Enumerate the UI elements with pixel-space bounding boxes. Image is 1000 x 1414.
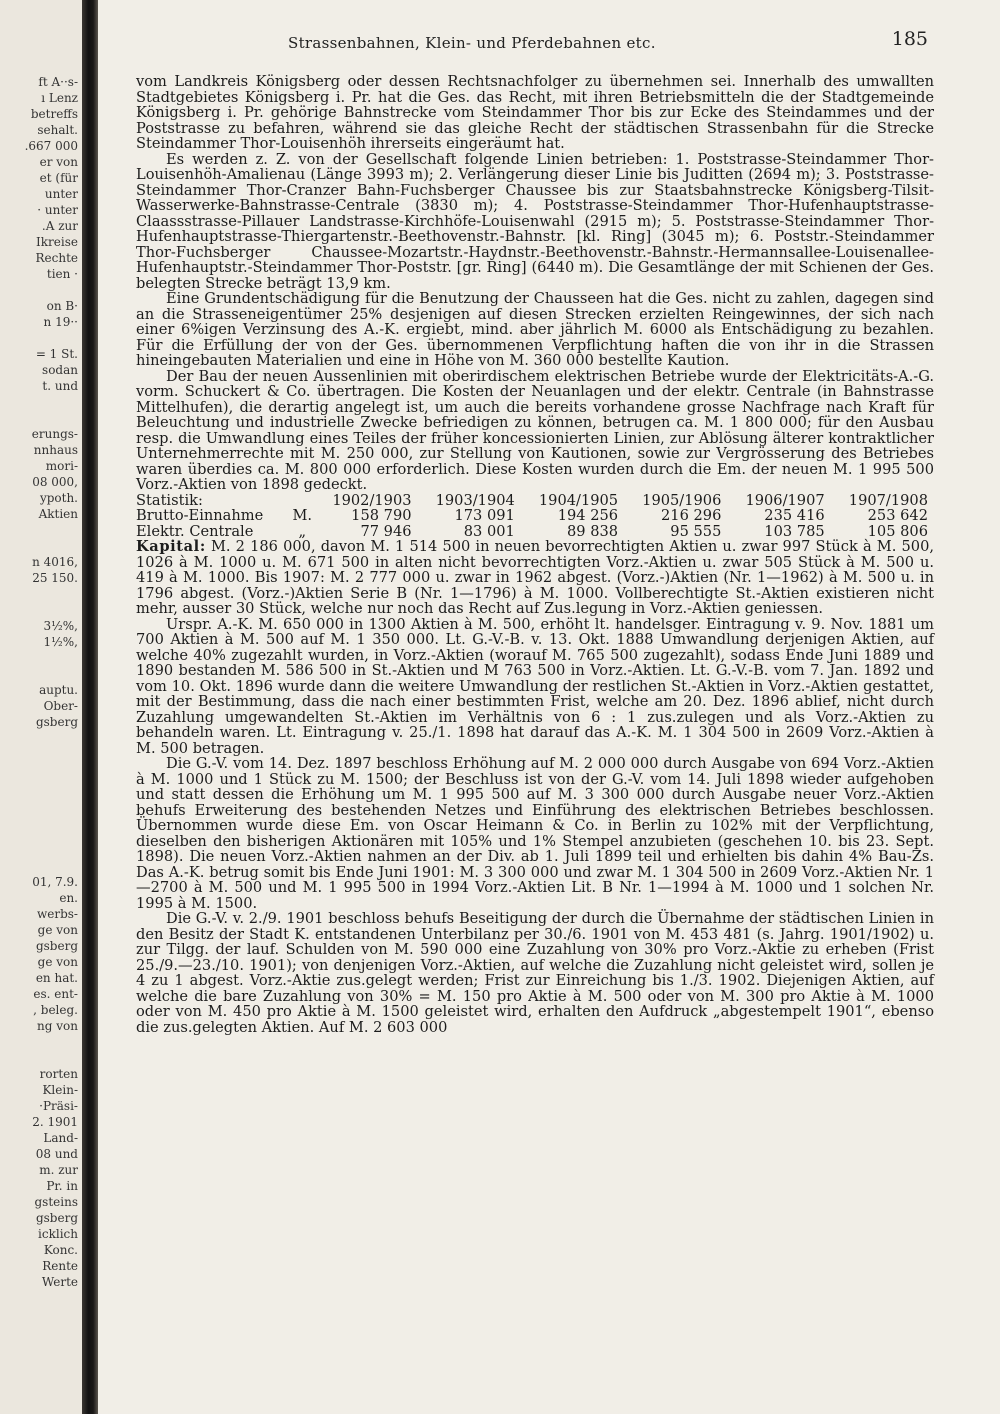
table-cell: 253 642 bbox=[867, 507, 928, 524]
left-page-fragment: on B· bbox=[46, 299, 78, 313]
table-cell: 103 785 bbox=[764, 522, 825, 540]
left-page-fragment: = 1 St. bbox=[35, 347, 78, 361]
left-page-fragment: ng von bbox=[37, 1019, 78, 1033]
left-page-fragment: t. und bbox=[42, 379, 78, 393]
book-gutter bbox=[82, 0, 98, 1414]
statistics-table bbox=[136, 493, 934, 540]
row-label: Elektr. Centrale bbox=[136, 522, 254, 540]
left-page-fragment: .667 000 bbox=[24, 139, 78, 153]
left-page-fragment: Werte bbox=[41, 1275, 78, 1289]
year-header: 1906/1907 bbox=[745, 491, 825, 509]
left-page-fragment: 25 150. bbox=[32, 571, 78, 585]
left-page-fragment: nnhaus bbox=[33, 443, 78, 457]
left-page-fragment: en hat. bbox=[35, 971, 78, 985]
left-page-fragment: en. bbox=[59, 891, 78, 905]
left-page-fragment: er von bbox=[39, 155, 78, 169]
left-page-fragment: Aktien bbox=[38, 507, 78, 521]
left-page-fragment: Ikreise bbox=[36, 235, 78, 249]
left-page-fragment: ypoth. bbox=[39, 491, 78, 505]
left-page-fragment: auptu. bbox=[39, 683, 78, 697]
left-page-fragment: ge von bbox=[37, 955, 78, 969]
left-page-fragment: ·Präsi- bbox=[39, 1099, 78, 1113]
left-page-fragment: werbs- bbox=[36, 907, 78, 921]
table-cell: 95 555 bbox=[670, 522, 722, 540]
left-page-fragment: · unter bbox=[37, 203, 78, 217]
left-page-fragment: Klein- bbox=[42, 1083, 78, 1097]
left-page-fragment: sehalt. bbox=[37, 123, 78, 137]
row-unit: M. bbox=[292, 507, 313, 524]
year-header: 1904/1905 bbox=[538, 491, 619, 509]
year-header: 1905/1906 bbox=[642, 491, 722, 509]
year-header: 1902/1903 bbox=[332, 491, 412, 509]
table-cell: 77 946 bbox=[360, 522, 412, 540]
table-cell: 194 256 bbox=[557, 507, 619, 524]
year-header: 1907/1908 bbox=[848, 491, 928, 509]
statistics-heading: Statistik: bbox=[136, 491, 203, 509]
left-page-fragment: ge von bbox=[37, 923, 78, 937]
table-row bbox=[136, 508, 934, 524]
paragraph: vom Landkreis Königsberg oder dessen Rechtsnachfolger zu übernehmen sei. Innerhalb des umwallten Stadtgebietes Königsberg i. Pr. hat die Ges. das Recht, mit ihren Betriebsmitteln die der Stadtgemeinde Königsberg i. Pr. gehörige Bahnstrecke vom Steindammer Thor bis zur Ecke des Steindammes und der Poststrasse zu befahren, während sie das gleiche Recht der städtischen Strassenbahn für die Strecke Steindammer Thor-Louisenhöh ihrerseits eingeräumt hat. bbox=[136, 73, 934, 152]
table-cell: 89 838 bbox=[567, 522, 619, 540]
left-page-fragment: gsberg bbox=[35, 1211, 78, 1225]
left-page-fragment: gsberg bbox=[35, 715, 78, 729]
left-page-fragment: et (für bbox=[39, 171, 78, 185]
left-page-fragment: rorten bbox=[39, 1067, 78, 1081]
row-label: Brutto-Einnahme bbox=[136, 507, 264, 524]
left-page-fragment: 08 und bbox=[35, 1147, 78, 1161]
left-page-fragment: mori- bbox=[45, 459, 78, 473]
capital-text: M. 2 186 000, davon M. 1 514 500 in neuen bevorrechtigten Aktien u. zwar 997 Stück à M. 500, 1026 à M. 1000 u. M. 671 500 in alten nicht bevorrechtigten Vorz.-Aktien u. zwar 505 Stück à M. 500 u. 419 à M. 1000. Bis 1907: M. 2 777 000 u. zwar in 1962 abgest. (Vorz.-)Aktien (Nr. 1—1962) à M. 500 u. in 1796 abgest. (Vorz.-)Aktien Serie B (Nr. 1—1796) à M. 1000. Vollberechtigte St.-Aktien existieren nicht mehr, ausser 30 Stück, welche nur noch das Recht auf Zus.legung in Vorz.-Aktien geniessen. bbox=[136, 538, 934, 617]
left-page-fragment: .A zur bbox=[41, 219, 78, 233]
left-page-fragment: Rente bbox=[42, 1259, 78, 1273]
table-cell: 235 416 bbox=[764, 507, 825, 524]
paragraph: Urspr. A.-K. M. 650 000 in 1300 Aktien à M. 500, erhöht lt. handelsger. Eintragung v. 9. Nov. 1881 um 700 Aktien à M. 500 auf M. 1 350 000. Lt. G.-V.-B. v. 13. Okt. 1888 Umwandlung derjenigen Aktien, auf welche 40% zugezahlt wurden, in Vorz.-Aktien (worauf M. 765 500 zugezahlt), sodass Ende Juni 1889 und 1890 bestanden M. 586 500 in St.-Aktien und M 763 500 in Vorz.-Aktien. Lt. G.-V.-B. vom 7. Jan. 1892 und vom 10. Okt. 1896 wurde dann die weitere Umwandlung der restlichen St.-Aktien in Vorz.-Aktien gestattet, mit der Bestimmung, dass die nach einer bestimmten Frist, welche am 20. Dez. 1896 ablief, nicht durch Zuzahlung umgewandelten St.-Aktien im Verhältnis von 6 : 1 zus.zulegen und als Vorz.-Aktien zu behandeln waren. Lt. Eintragung v. 25./1. 1898 hat darauf das A.-K. M. 1 304 500 in 2609 Vorz.-Aktien à M. 500 betragen. bbox=[136, 615, 934, 757]
table-row bbox=[136, 524, 934, 540]
table-cell: 105 806 bbox=[867, 522, 928, 540]
statistics-header-row bbox=[136, 493, 934, 509]
left-page-fragment: Ober- bbox=[43, 699, 78, 713]
left-page-fragment: 3½%, bbox=[43, 619, 78, 633]
document-page bbox=[98, 0, 1000, 1414]
left-page-fragment: n 19·· bbox=[43, 315, 78, 329]
paragraph: Es werden z. Z. von der Gesellschaft folgende Linien betrieben: 1. Poststrasse-Steindammer Thor-Louisenhöh-Amalienau (Länge 3993 m); 2. Verlängerung dieser Linie bis Juditten (2694 m); 3. Poststrasse-Steindammer Thor-Cranzer Bahn-Fuchsberger Chaussee bis zur Staatsbahnstrecke Königsberg-Tilsit-Wasserwerke-Bahnstrasse-Centrale (3830 m); 4. Poststrasse-Steindammer Thor-Hufenhauptstrasse-Claassstrasse-Pillauer Landstrasse-Kirchhöfe-Louisenwahl (2915 m); 5. Poststrasse-Steindammer Thor-Hufenhauptstrasse-Thiergartenstr.-Beethovenstr.-Bahnstr. [kl. Ring] (3045 m); 6. Poststr.-Steindammer Thor-Fuchsberger Chaussee-Mozartstr.-Haydnstr.-Beethovenstr.-Bahnstr.-Hermannsallee-Louisenallee-Hufenhauptstr.-Steindammer Thor-Poststr. [gr. Ring] (6440 m). Die Gesamtlänge der mit Schienen der Ges. belegten Strecke beträgt 13,9 km. bbox=[136, 150, 934, 292]
table-cell: 173 091 bbox=[454, 507, 515, 524]
left-page-fragment: n 4016, bbox=[32, 555, 78, 569]
page-number: 185 bbox=[891, 28, 928, 50]
left-page-fragment: tien · bbox=[46, 267, 78, 281]
year-header: 1903/1904 bbox=[435, 491, 515, 509]
left-page-fragment: es. ent- bbox=[33, 987, 78, 1001]
left-page-fragment: erungs- bbox=[31, 427, 78, 441]
capital-paragraph bbox=[136, 539, 934, 617]
left-page-fragment: 08 000, bbox=[32, 475, 78, 489]
left-page-fragment: 2. 1901 bbox=[32, 1115, 78, 1129]
left-page-fragment: sodan bbox=[42, 363, 78, 377]
capital-heading: Kapital: bbox=[136, 538, 206, 555]
paragraph: Eine Grundentschädigung für die Benutzung der Chausseen hat die Ges. nicht zu zahlen, dagegen sind an die Strasseneigentümer 25% desjenigen auf diesen Strecken erzielten Reingewinnes, der sich nach einer 6%igen Verzinsung des A.-K. ergiebt, mind. aber jährlich M. 6000 als Entschädigung zu bezahlen. Für die Erfüllung der von der Ges. übernommenen Verpflichtung haften die von ihr in die Strassen hineingebauten Materialien und eine in Höhe von M. 360 000 bestellte Kaution. bbox=[136, 290, 934, 369]
paragraph: Die G.-V. v. 2./9. 1901 beschloss behufs Beseitigung der durch die Übernahme der städtischen Linien in den Besitz der Stadt K. entstandenen Unterbilanz per 30./6. 1901 von M. 453 481 (s. Jahrg. 1901/1902) u. zur Tilgg. der lauf. Schulden von M. 590 000 eine Zuzahlung von 30% pro Vorz.-Aktie zu erheben (Frist 25./9.—23./10. 1901); von denjenigen Vorz.-Aktien, auf welche die Zuzahlung nicht geleistet wird, sollen je 4 zu 1 abgest. Vorz.-Aktie zus.gelegt werden; Frist zur Einreichung bis 1./3. 1902. Diejenigen Aktien, auf welche die bare Zuzahlung von 30% = M. 150 pro Aktie à M. 500 oder von M. 300 pro Aktie à M. 1000 oder von M. 450 pro Aktie à M. 1500 geleistet wird, erhalten den Aufdruck „abgestempelt 1901“, ebenso die zus.gelegten Aktien. Auf M. 2 603 000 bbox=[136, 910, 934, 1036]
running-header: Strassenbahnen, Klein- und Pferdebahnen etc. bbox=[288, 34, 656, 52]
left-page-fragment: gsberg bbox=[35, 939, 78, 953]
table-cell: 158 790 bbox=[351, 507, 412, 524]
left-page-fragment: Land- bbox=[43, 1131, 78, 1145]
left-page-fragment: ı Lenz bbox=[41, 91, 78, 105]
left-page-fragment: , beleg. bbox=[33, 1003, 78, 1017]
left-page-fragment: 01, 7.9. bbox=[32, 875, 78, 889]
left-page-fragment: m. zur bbox=[39, 1163, 78, 1177]
left-page-fragment: betreffs bbox=[30, 107, 78, 121]
left-page-edge bbox=[0, 0, 82, 1414]
row-unit: „ bbox=[298, 522, 307, 540]
left-page-fragment: Konc. bbox=[43, 1243, 78, 1257]
table-cell: 83 001 bbox=[463, 522, 515, 540]
left-page-fragment: ft A··s- bbox=[38, 75, 78, 89]
left-page-fragment: gsteins bbox=[34, 1195, 78, 1209]
left-page-fragment: Pr. in bbox=[46, 1179, 78, 1193]
paragraph: Die G.-V. vom 14. Dez. 1897 beschloss Erhöhung auf M. 2 000 000 durch Ausgabe von 694 Vorz.-Aktien à M. 1000 und 1 Stück zu M. 1500; der Beschluss ist von der G.-V. vom 14. Juli 1898 wieder aufgehoben und statt dessen die Erhöhung um M. 1 995 500 auf M. 3 300 000 durch Ausgabe neuer Vorz.-Aktien behufs Erweiterung des bestehenden Netzes und Einführung des elektrischen Betriebes beschlossen. Übernommen wurde diese Em. von Oscar Heimann & Co. in Berlin zu 102% mit der Verpflichtung, dieselben den bisherigen Aktionären mit 105% und 1% Stempel anzubieten (geschehen 10. bis 23. Sept. 1898). Die neuen Vorz.-Aktien nahmen an der Div. ab 1. Juli 1899 teil und erhielten bis dahin 4% Bau-Zs. Das A.-K. betrug somit bis Ende Juni 1901: M. 3 300 000 und zwar M. 1 304 500 in 2609 Vorz.-Aktien Nr. 1—2700 à M. 500 und M. 1 995 500 in 1994 Vorz.-Aktien Lit. B Nr. 1—1994 à M. 1000 und 1 solchen Nr. 1995 à M. 1500. bbox=[136, 755, 934, 912]
body-text bbox=[136, 74, 934, 1035]
left-page-fragment: Rechte bbox=[35, 251, 78, 265]
paragraph: Der Bau der neuen Aussenlinien mit oberirdischem elektrischen Betriebe wurde der Elektricitäts-A.-G. vorm. Schuckert & Co. übertragen. Die Kosten der Neuanlagen und der elektr. Centrale (in Bahnstrasse Mittelhufen), die derartig angelegt ist, um auch die bereits vorhandene grosse Nachfrage nach Kraft für Beleuchtung und industrielle Zwecke befriedigen zu können, betrugen ca. M. 1 800 000; für den Ausbau resp. die Umwandlung eines Teiles der früher koncessionierten Linien, zur Ablösung älterer kontraktlicher Unternehmerrechte mit M. 250 000, zur Stellung von Kautionen, sowie zur Vergrösserung des Betriebes waren überdies ca. M. 800 000 erforderlich. Diese Kosten wurden durch die Em. der neuen M. 1 995 500 Vorz.-Aktien von 1898 gedeckt. bbox=[136, 367, 934, 493]
left-page-fragment: unter bbox=[44, 187, 78, 201]
left-page-fragment: icklich bbox=[38, 1227, 78, 1241]
left-page-fragment: 1½%, bbox=[43, 635, 78, 649]
table-cell: 216 296 bbox=[661, 507, 722, 524]
